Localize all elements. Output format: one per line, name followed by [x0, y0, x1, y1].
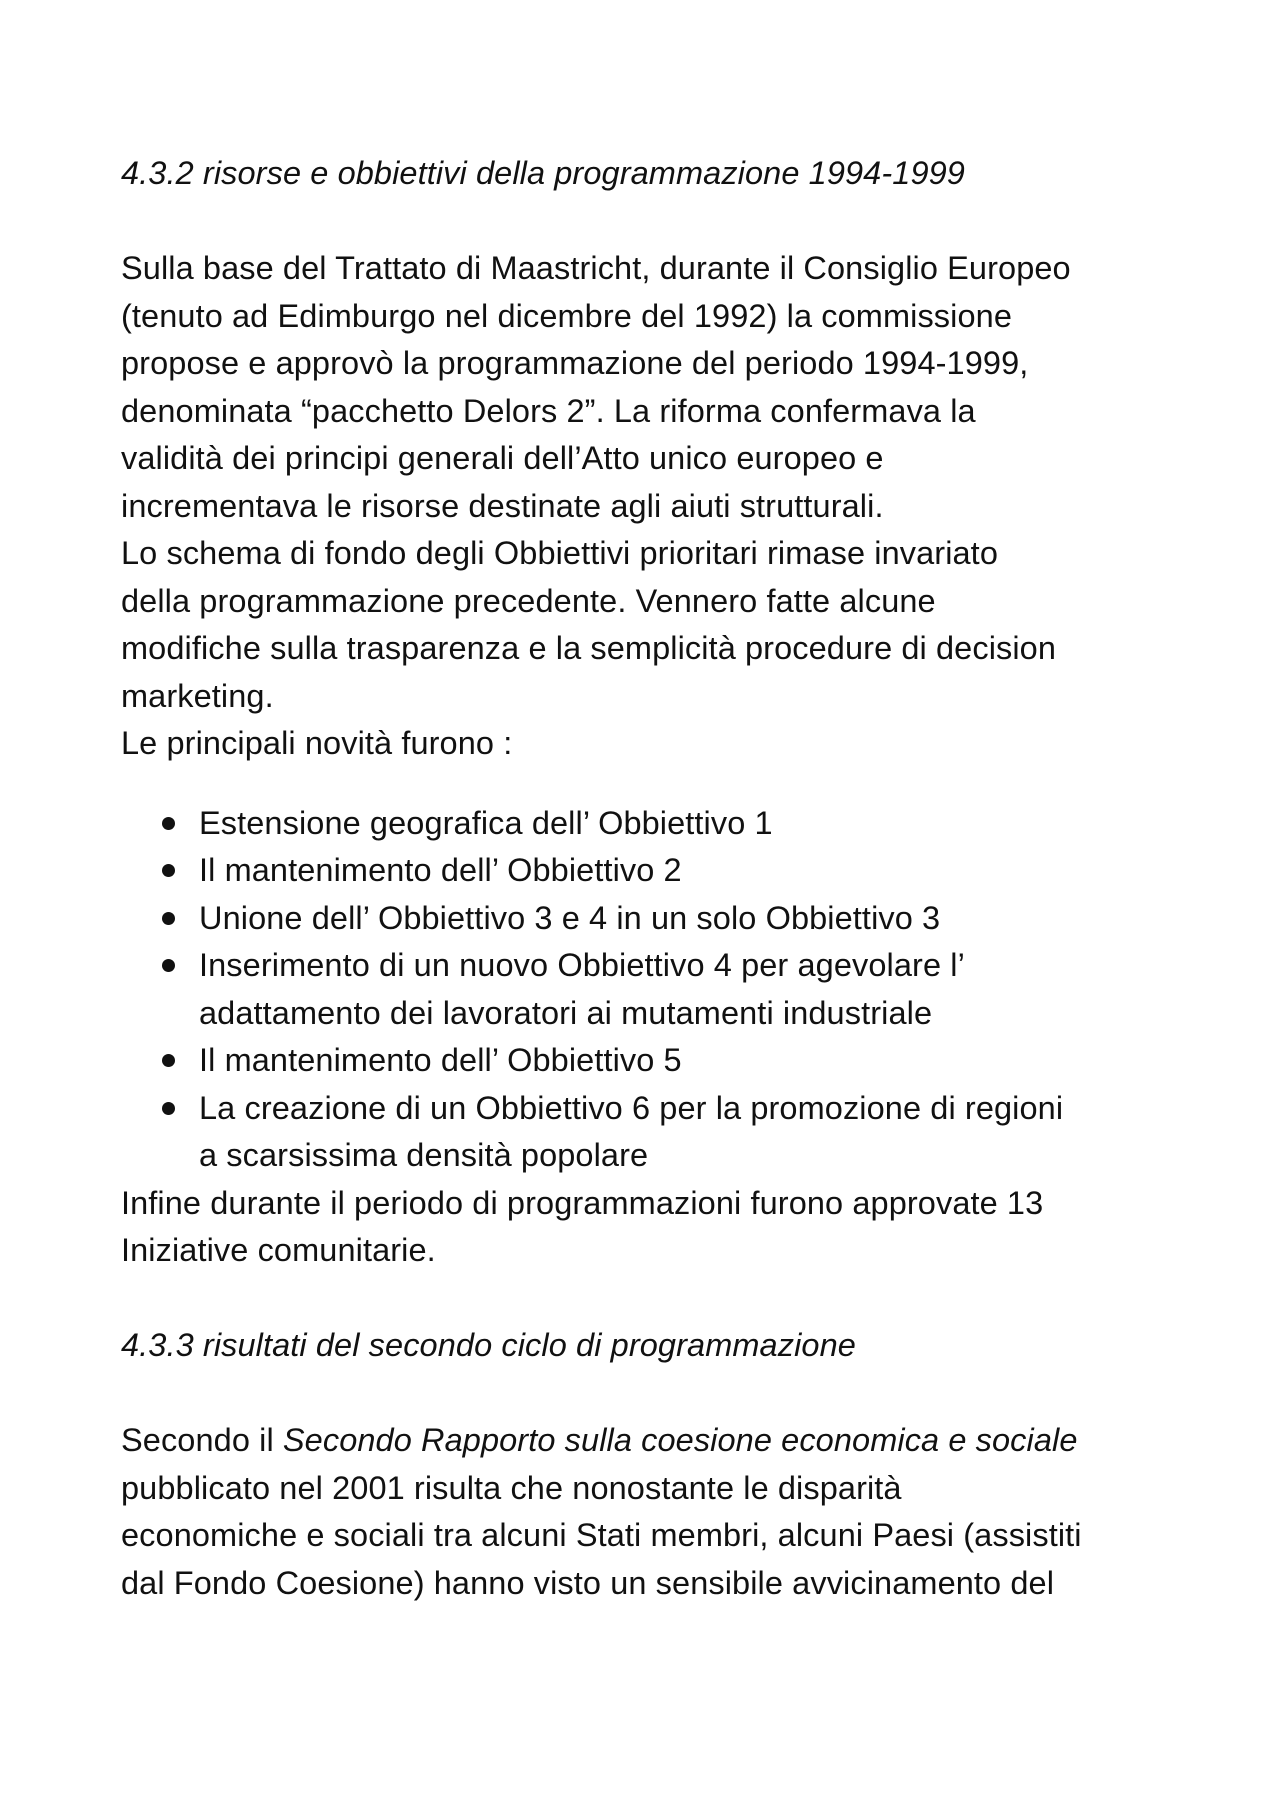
bullet-icon — [162, 912, 175, 925]
bullet-icon — [162, 864, 175, 877]
paragraph-schema — [121, 530, 1181, 720]
spacer — [121, 198, 1181, 246]
text-line: denominata “pacchetto Delors 2”. La riforma confermava la — [121, 392, 976, 429]
text-line: della programmazione precedente. Vennero fatte alcune — [121, 582, 936, 619]
paragraph-closing — [121, 1180, 1181, 1275]
bullet-icon — [162, 1054, 175, 1067]
bullet-icon — [162, 959, 175, 972]
novelties-list — [121, 800, 1181, 1180]
list-item — [199, 800, 1181, 848]
text-line: validità dei principi generali dell’Atto unico europeo e — [121, 440, 884, 476]
list-item — [199, 1037, 1181, 1085]
list-item-text: Inserimento di un nuovo Obbiettivo 4 per agevolare l’ — [199, 947, 965, 983]
list-item-text: adattamento dei lavoratori ai mutamenti industriale — [199, 994, 933, 1031]
list-item — [199, 1085, 1181, 1180]
text-line-prefix: Secondo il — [121, 1422, 283, 1458]
text-line: Infine durante il periodo di programmazioni furono approvate 13 — [121, 1184, 1044, 1221]
list-item — [199, 895, 1181, 943]
list-item — [199, 942, 1181, 1037]
list-item-text: La creazione di un Obbiettivo 6 per la promozione di regioni — [199, 1089, 1064, 1126]
text-line: Sulla base del Trattato di Maastricht, durante il Consiglio Europeo — [121, 250, 1071, 286]
list-intro: Le principali novità furono : — [121, 725, 513, 761]
section-heading-4-3-2: 4.3.2 risorse e obbiettivi della programmazione 1994-1999 — [121, 155, 965, 191]
list-item — [199, 847, 1181, 895]
report-title: Secondo Rapporto sulla coesione economica e sociale — [282, 1422, 1078, 1458]
list-item-text: Il mantenimento dell’ Obbiettivo 5 — [199, 1042, 682, 1078]
document-body — [121, 150, 1181, 1607]
text-line: incrementava le risorse destinate agli aiuti strutturali. — [121, 487, 884, 524]
list-item-text: a scarsissima densità popolare — [199, 1137, 649, 1173]
text-line: propose e approvò la programmazione del periodo 1994-1999, — [121, 345, 1029, 381]
paragraph-rapporto — [121, 1417, 1181, 1607]
list-item-text: Estensione geografica dell’ Obbiettivo 1 — [199, 804, 773, 841]
spacer — [121, 768, 1181, 800]
section-heading-4-3-3: 4.3.3 risultati del secondo ciclo di programmazione — [121, 1327, 856, 1363]
text-line: Lo schema di fondo degli Obbiettivi prioritari rimase invariato — [121, 535, 998, 571]
text-line: (tenuto ad Edimburgo nel dicembre del 1992) la commissione — [121, 297, 1012, 334]
text-line: modifiche sulla trasparenza e la semplicità procedure di decision — [121, 630, 1057, 666]
bullet-icon — [162, 1102, 175, 1115]
text-line: pubblicato nel 2001 risulta che nonostante le disparità — [121, 1469, 902, 1506]
text-line: dal Fondo Coesione) hanno visto un sensibile avvicinamento del — [121, 1564, 1055, 1601]
text-line: economiche e sociali tra alcuni Stati membri, alcuni Paesi (assistiti — [121, 1517, 1082, 1553]
bullet-icon — [162, 817, 175, 830]
paragraph-maastricht — [121, 245, 1181, 530]
text-line: Iniziative comunitarie. — [121, 1232, 436, 1268]
list-item-text: Unione dell’ Obbiettivo 3 e 4 in un solo Obbiettivo 3 — [199, 899, 941, 936]
text-line: marketing. — [121, 677, 274, 714]
spacer — [121, 1370, 1181, 1418]
spacer — [121, 1275, 1181, 1323]
list-item-text: Il mantenimento dell’ Obbiettivo 2 — [199, 852, 682, 888]
